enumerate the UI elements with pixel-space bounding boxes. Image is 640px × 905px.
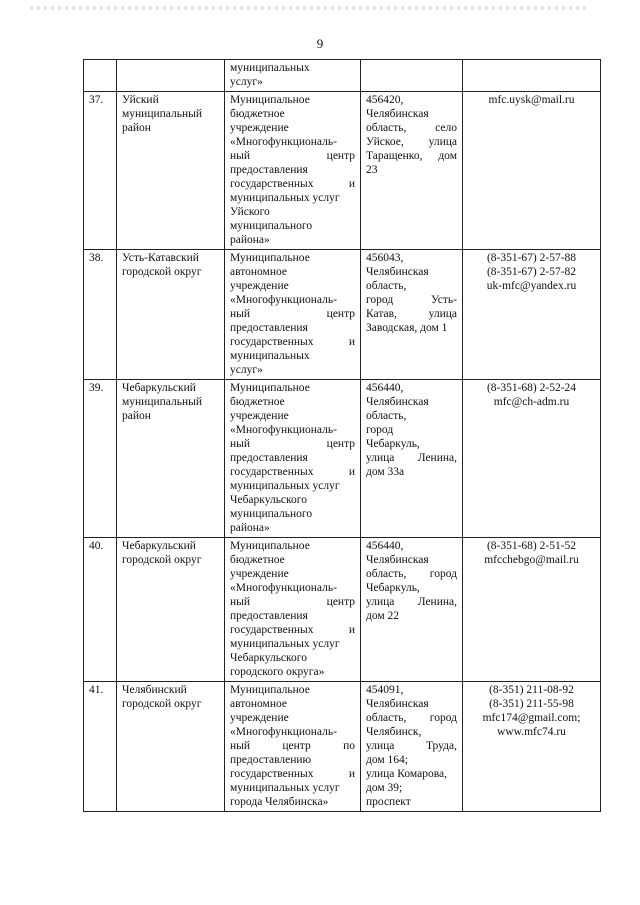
contacts-cell xyxy=(463,92,601,250)
address-line: Заводская, дом 1 xyxy=(366,322,448,334)
organization-line: учреждение xyxy=(230,410,289,422)
municipality-line: муниципальный xyxy=(122,108,203,120)
contacts-cell xyxy=(463,538,601,682)
municipality-line: городской округ xyxy=(122,698,202,710)
organization-line: муниципальных xyxy=(230,62,310,74)
organization-line: «Многофункциональ- xyxy=(230,294,337,306)
organization-line: муниципальных xyxy=(230,350,310,362)
address-line: область, город xyxy=(366,568,457,580)
organization-cell xyxy=(225,682,361,812)
contact-line: mfcchebgo@mail.ru xyxy=(484,554,579,566)
row-number: 41. xyxy=(89,684,104,696)
organization-line: «Многофункциональ- xyxy=(230,424,337,436)
contact-line: (8-351-68) 2-52-24 xyxy=(486,382,577,394)
organization-line: муниципального xyxy=(230,508,313,520)
address-line: Челябинская xyxy=(366,108,429,120)
contact-line: (8-351-67) 2-57-88 xyxy=(486,252,577,264)
organization-line: Уйского xyxy=(230,206,270,218)
row-number-cell xyxy=(84,92,117,250)
organization-line: предоставления xyxy=(230,610,308,622)
organization-line: автономное xyxy=(230,698,287,710)
municipality-line: Усть-Катавский xyxy=(122,252,199,264)
address-line: область, город xyxy=(366,712,457,724)
table-row xyxy=(84,250,601,380)
address-line: дом 33а xyxy=(366,466,405,478)
address-line: 456440, xyxy=(366,540,404,552)
contact-line: (8-351) 211-55-98 xyxy=(489,698,574,710)
municipality-line: район xyxy=(122,122,151,134)
municipality-cell xyxy=(117,250,225,380)
address-line: Челябинская xyxy=(366,266,429,278)
address-line: область, xyxy=(366,410,407,422)
organization-line: государственных и xyxy=(230,336,355,348)
contact-line: mfc.uysk@mail.ru xyxy=(488,94,575,106)
contact-line: (8-351-67) 2-57-82 xyxy=(486,266,577,278)
organization-line: ный центр xyxy=(230,596,355,608)
organization-line: государственных и xyxy=(230,768,355,780)
organization-line: «Многофункциональ- xyxy=(230,136,337,148)
address-line: Челябинская xyxy=(366,396,429,408)
organization-cell xyxy=(225,250,361,380)
address-line: Челябинская xyxy=(366,554,429,566)
address-line: 23 xyxy=(366,164,378,176)
organization-line: учреждение xyxy=(230,568,289,580)
organization-line: Муниципальное xyxy=(230,540,310,552)
address-line: 456043, xyxy=(366,252,404,264)
table-row xyxy=(84,682,601,812)
organization-line: городского округа» xyxy=(230,666,325,678)
organization-line: бюджетное xyxy=(230,554,285,566)
address-cell xyxy=(361,380,463,538)
municipality-cell xyxy=(117,682,225,812)
row-number: 38. xyxy=(89,252,104,264)
row-number: 39. xyxy=(89,382,104,394)
organization-line: Муниципальное xyxy=(230,252,310,264)
organization-line: государственных и xyxy=(230,178,355,190)
organization-line: ный центр xyxy=(230,308,355,320)
address-line: город xyxy=(366,424,394,436)
municipality-line: Чебаркульский xyxy=(122,382,196,394)
address-line: улица Ленина, xyxy=(366,596,457,608)
contact-line: uk-mfc@yandex.ru xyxy=(486,280,577,292)
address-line: улица Комарова, xyxy=(366,768,447,780)
organization-line: учреждение xyxy=(230,280,289,292)
contact-line: (8-351-68) 2-51-52 xyxy=(486,540,577,552)
organization-line: предоставлению xyxy=(230,754,312,766)
contact-line: mfc174@gmail.com; xyxy=(482,712,581,724)
organization-line: Муниципальное xyxy=(230,684,310,696)
municipality-cell xyxy=(117,92,225,250)
address-line: дом 39; xyxy=(366,782,403,794)
scan-noise-strip xyxy=(30,6,590,10)
organization-line: бюджетное xyxy=(230,108,285,120)
organization-line: предоставления xyxy=(230,164,308,176)
address-line: Таращенко, дом xyxy=(366,150,457,162)
address-line: проспект xyxy=(366,796,411,808)
organization-line: муниципальных услуг xyxy=(230,638,340,650)
address-line: Уйское, улица xyxy=(366,136,457,148)
address-line: Катав, улица xyxy=(366,308,457,320)
organization-line: учреждение xyxy=(230,122,289,134)
municipality-line: муниципальный xyxy=(122,396,203,408)
organization-line: Чебаркульского xyxy=(230,652,307,664)
address-line: 456440, xyxy=(366,382,404,394)
contact-line: mfc@ch-adm.ru xyxy=(493,396,570,408)
organization-line: муниципальных услуг xyxy=(230,192,340,204)
row-number-cell xyxy=(84,682,117,812)
address-line: Челябинск, xyxy=(366,726,422,738)
organization-line: государственных и xyxy=(230,466,355,478)
municipality-cell xyxy=(117,380,225,538)
organization-line: бюджетное xyxy=(230,396,285,408)
address-line: 456420, xyxy=(366,94,404,106)
municipality-line: район xyxy=(122,410,151,422)
organization-line: Муниципальное xyxy=(230,94,310,106)
organization-cell xyxy=(225,92,361,250)
organization-line: Чебаркульского xyxy=(230,494,307,506)
municipality-line: Чебаркульский xyxy=(122,540,196,552)
organization-line: муниципального xyxy=(230,220,313,232)
row-number-cell xyxy=(84,250,117,380)
organization-line: муниципальных услуг xyxy=(230,480,340,492)
organization-line: района» xyxy=(230,234,270,246)
contacts-cell xyxy=(463,60,601,92)
organization-line: «Многофункциональ- xyxy=(230,726,337,738)
organization-line: государственных и xyxy=(230,624,355,636)
organization-line: Муниципальное xyxy=(230,382,310,394)
organization-line: района» xyxy=(230,522,270,534)
organization-cell xyxy=(225,380,361,538)
organization-line: предоставления xyxy=(230,322,308,334)
organization-cell xyxy=(225,60,361,92)
organization-line: услуг» xyxy=(230,76,263,88)
row-number: 37. xyxy=(89,94,104,106)
table-row xyxy=(84,92,601,250)
address-cell xyxy=(361,538,463,682)
organization-line: ный центр по xyxy=(230,740,355,752)
address-line: улица Ленина, xyxy=(366,452,457,464)
contacts-cell xyxy=(463,250,601,380)
contact-line: www.mfc74.ru xyxy=(497,726,566,738)
address-cell xyxy=(361,250,463,380)
address-cell xyxy=(361,92,463,250)
address-line: дом 164; xyxy=(366,754,408,766)
organization-line: автономное xyxy=(230,266,287,278)
organization-cell xyxy=(225,538,361,682)
row-number-cell xyxy=(84,380,117,538)
address-cell xyxy=(361,682,463,812)
address-line: область, xyxy=(366,280,407,292)
municipality-line: городской округ xyxy=(122,266,202,278)
row-number: 40. xyxy=(89,540,104,552)
organization-line: услуг» xyxy=(230,364,263,376)
address-line: Чебаркуль, xyxy=(366,582,420,594)
municipality-line: Челябинский xyxy=(122,684,187,696)
address-line: Чебаркуль, xyxy=(366,438,420,450)
mfc-registry-table xyxy=(83,59,601,812)
organization-line: предоставления xyxy=(230,452,308,464)
contacts-cell xyxy=(463,682,601,812)
contacts-cell xyxy=(463,380,601,538)
contact-line: (8-351) 211-08-92 xyxy=(489,684,574,696)
table-row xyxy=(84,60,601,92)
address-line: дом 22 xyxy=(366,610,400,622)
organization-line: города Челябинска» xyxy=(230,796,329,808)
table-row xyxy=(84,380,601,538)
address-line: улица Труда, xyxy=(366,740,457,752)
municipality-line: городской округ xyxy=(122,554,202,566)
row-number-cell xyxy=(84,538,117,682)
organization-line: ный центр xyxy=(230,150,355,162)
municipality-line: Уйский xyxy=(122,94,159,106)
organization-line: «Многофункциональ- xyxy=(230,582,337,594)
page-number: 9 xyxy=(316,36,324,51)
table-row xyxy=(84,538,601,682)
municipality-cell xyxy=(117,60,225,92)
address-line: 454091, xyxy=(366,684,404,696)
address-line: область, село xyxy=(366,122,457,134)
municipality-cell xyxy=(117,538,225,682)
row-number-cell xyxy=(84,60,117,92)
organization-line: ный центр xyxy=(230,438,355,450)
address-cell xyxy=(361,60,463,92)
address-line: Челябинская xyxy=(366,698,429,710)
address-line: город Усть- xyxy=(366,294,457,306)
organization-line: муниципальных услуг xyxy=(230,782,340,794)
organization-line: учреждение xyxy=(230,712,289,724)
